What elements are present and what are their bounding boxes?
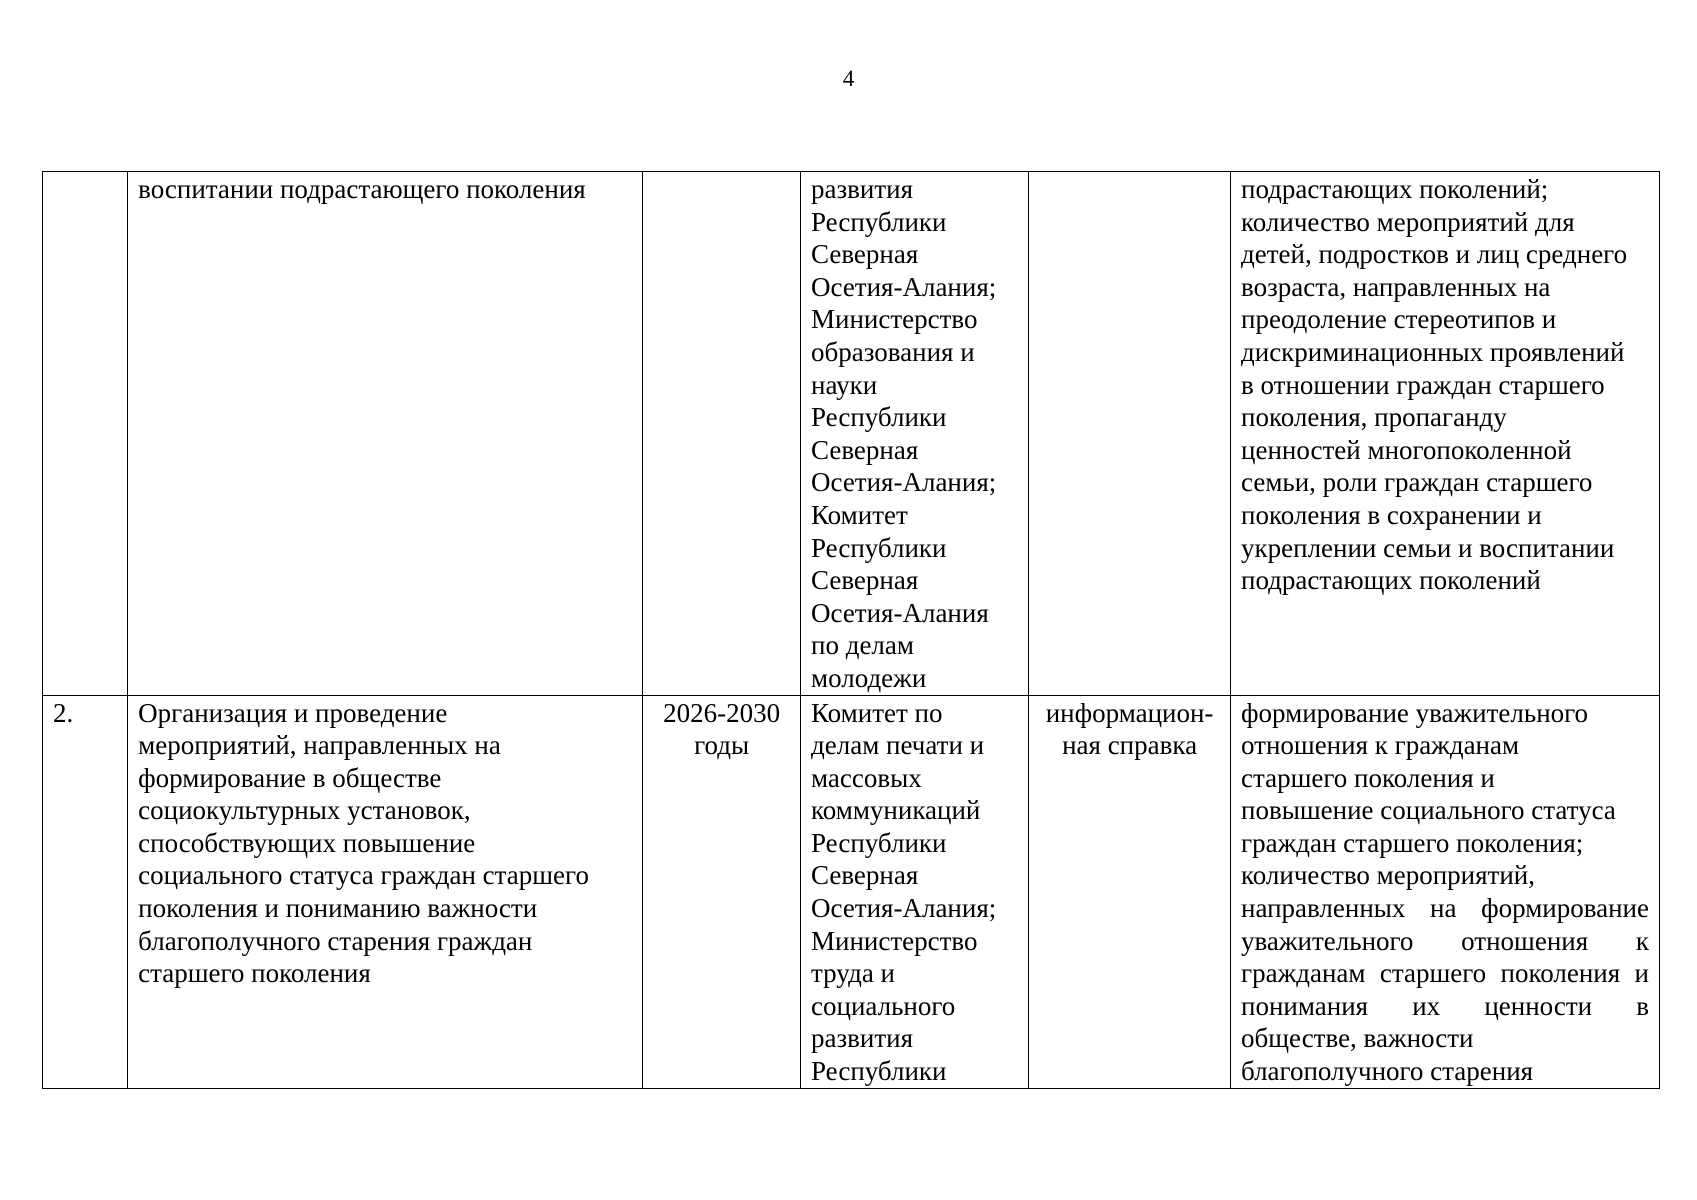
result-line: направленных на формирование — [1241, 893, 1649, 924]
result-line: благополучного старения — [1241, 1056, 1534, 1087]
term-cell — [643, 172, 801, 696]
result-line: старшего поколения и — [1241, 762, 1495, 793]
result-line: повышение социального статуса — [1241, 795, 1616, 826]
result-line: количество мероприятий, — [1241, 860, 1535, 891]
term-cell: 2026-2030 годы — [643, 695, 801, 1088]
result-cell: подрастающих поколений; количество мероприятий для детей, подростков и лиц среднего возраста, направленных на преодоление стереотипов и дискриминационных проявлений в отношении граждан старшего поколения, пропаганду ценностей многопоколенной семьи, роли граждан старшего поколения в сохранении и укреплении семьи и воспитании подрастающих поколений — [1231, 172, 1660, 696]
event-cell: Организация и проведение мероприятий, направленных на формирование в обществе социокультурных установок, способствующих повышение социального статуса граждан старшего поколения и пониманию важности благополучного старения граждан старшего поколения — [128, 695, 643, 1088]
responsible-cell: развития Республики Северная Осетия-Алания; Министерство образования и науки Республики Северная Осетия-Алания; Комитет Республики Северная Осетия-Алания по делам молодежи — [801, 172, 1029, 696]
table-row — [43, 172, 1660, 696]
result-line: отношения к гражданам — [1241, 730, 1520, 761]
report-form-cell — [1029, 172, 1231, 696]
result-line: понимания их ценности в — [1241, 990, 1649, 1021]
result-line: гражданам старшего поколения и — [1241, 958, 1649, 989]
result-line: граждан старшего поколения; — [1241, 827, 1584, 858]
result-cell — [1231, 695, 1660, 1088]
result-line: формирование уважительного — [1241, 697, 1589, 728]
row-number-cell: 2. — [43, 695, 128, 1088]
page-number: 4 — [842, 66, 855, 91]
row-number-cell — [43, 172, 128, 696]
result-line: уважительного отношения к — [1241, 925, 1649, 956]
table-row — [43, 695, 1660, 1088]
event-cell: воспитании подрастающего поколения — [128, 172, 643, 696]
report-form-cell: информацион- ная справка — [1029, 695, 1231, 1088]
responsible-cell: Комитет по делам печати и массовых коммуникаций Республики Северная Осетия-Алания; Министерство труда и социального развития Республики — [801, 695, 1029, 1088]
result-line: обществе, важности — [1241, 1023, 1474, 1054]
activities-table — [42, 171, 1660, 1089]
